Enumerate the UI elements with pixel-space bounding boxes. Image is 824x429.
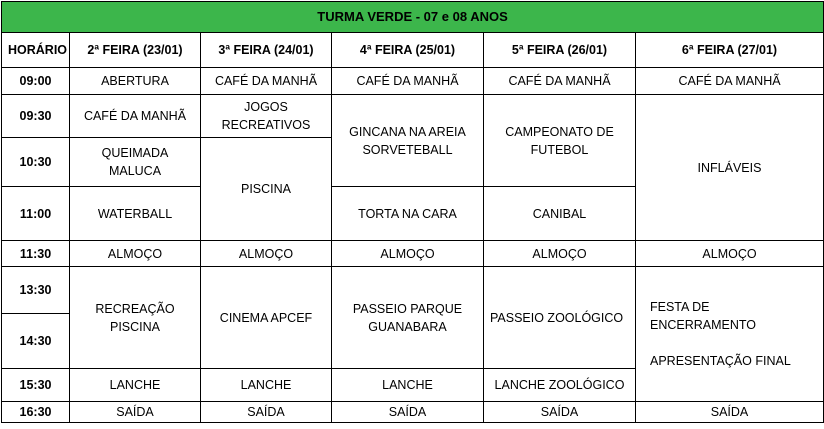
activity-cell: LANCHE [70, 369, 201, 402]
activity-cell: PASSEIO PARQUE GUANABARA [332, 267, 484, 369]
activity-cell: LANCHE [201, 369, 332, 402]
activity-cell: SAÍDA [484, 402, 636, 423]
time-cell: 11:00 [2, 187, 70, 241]
table-row [2, 402, 824, 423]
activity-cell: GINCANA NA AREIA SORVETEBALL [332, 95, 484, 187]
activity-cell: ALMOÇO [484, 241, 636, 267]
activity-cell: INFLÁVEIS [636, 95, 824, 241]
table-row [2, 267, 824, 314]
activity-cell: SAÍDA [70, 402, 201, 423]
activity-cell: ALMOÇO [332, 241, 484, 267]
activity-cell: PASSEIO ZOOLÓGICO [484, 267, 636, 369]
activity-cell: SAÍDA [636, 402, 824, 423]
activity-cell: ALMOÇO [70, 241, 201, 267]
table-row [2, 95, 824, 138]
activity-cell: CANIBAL [484, 187, 636, 241]
activity-cell: CAFÉ DA MANHÃ [70, 95, 201, 138]
header-row [2, 33, 824, 68]
time-column-header: HORÁRIO [2, 33, 70, 68]
activity-cell: LANCHE [332, 369, 484, 402]
day-header-thursday: 5ª FEIRA (26/01) [484, 33, 636, 68]
time-cell: 11:30 [2, 241, 70, 267]
schedule-table [1, 1, 824, 423]
activity-cell: ALMOÇO [636, 241, 824, 267]
activity-cell: CAFÉ DA MANHÃ [484, 68, 636, 95]
day-header-wednesday: 4ª FEIRA (25/01) [332, 33, 484, 68]
activity-cell: LANCHE ZOOLÓGICO [484, 369, 636, 402]
time-cell: 10:30 [2, 138, 70, 187]
time-cell: 09:00 [2, 68, 70, 95]
activity-cell: CAFÉ DA MANHÃ [636, 68, 824, 95]
table-row [2, 68, 824, 95]
activity-cell: JOGOS RECREATIVOS [201, 95, 332, 138]
activity-cell: CAFÉ DA MANHÃ [201, 68, 332, 95]
activity-cell: RECREAÇÃO PISCINA [70, 267, 201, 369]
activity-cell: SAÍDA [332, 402, 484, 423]
activity-cell: PISCINA [201, 138, 332, 241]
activity-cell: ABERTURA [70, 68, 201, 95]
activity-cell: ALMOÇO [201, 241, 332, 267]
time-cell: 14:30 [2, 314, 70, 369]
activity-cell: WATERBALL [70, 187, 201, 241]
time-cell: 09:30 [2, 95, 70, 138]
day-header-tuesday: 3ª FEIRA (24/01) [201, 33, 332, 68]
time-cell: 13:30 [2, 267, 70, 314]
finale-line-1: FESTA DE ENCERRAMENTO [650, 300, 757, 332]
activity-cell: SAÍDA [201, 402, 332, 423]
activity-cell-finale [636, 267, 824, 402]
title-row [2, 2, 824, 33]
table-title: TURMA VERDE - 07 e 08 ANOS [2, 2, 824, 33]
day-header-monday: 2ª FEIRA (23/01) [70, 33, 201, 68]
activity-cell: QUEIMADA MALUCA [70, 138, 201, 187]
time-cell: 16:30 [2, 402, 70, 423]
time-cell: 15:30 [2, 369, 70, 402]
activity-cell: CAFÉ DA MANHÃ [332, 68, 484, 95]
day-header-friday: 6ª FEIRA (27/01) [636, 33, 824, 68]
activity-cell: CINEMA APCEF [201, 267, 332, 369]
activity-cell: TORTA NA CARA [332, 187, 484, 241]
activity-cell: CAMPEONATO DE FUTEBOL [484, 95, 636, 187]
table-row [2, 241, 824, 267]
finale-line-2: APRESENTAÇÃO FINAL [650, 354, 791, 368]
